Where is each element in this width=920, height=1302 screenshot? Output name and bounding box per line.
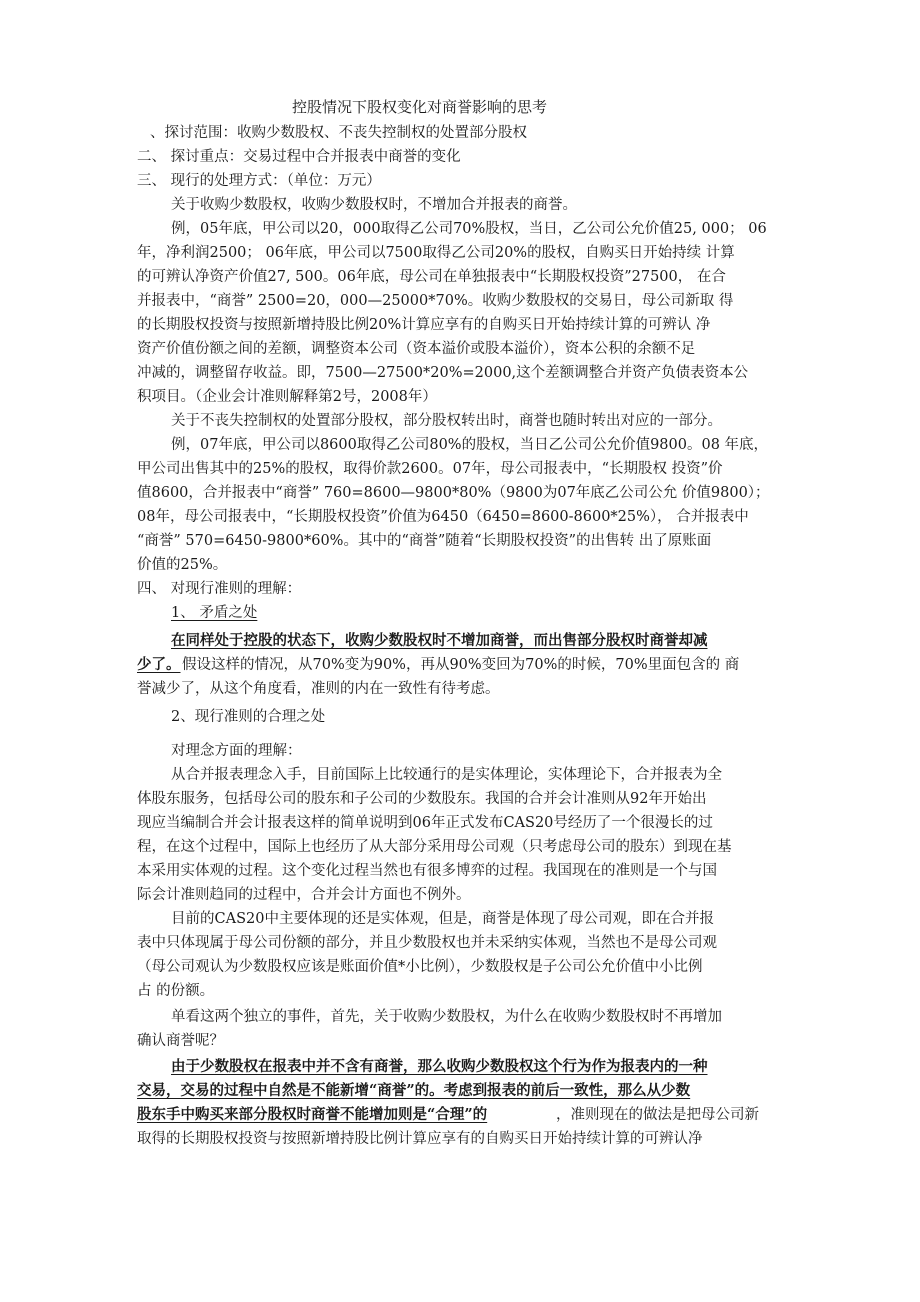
paragraph-line: 年，净利润2500； 06年底，甲公司以7500取得乙公司20%的股权，自购买日开始持续 计算: [137, 245, 735, 261]
paragraph-line: 值8600，合并报表中“商誉” 760=8600—9800*80%（9800为07年底乙公司公允 价值9800）；: [137, 485, 770, 501]
section-1-heading: 、探讨范围：收购少数股权、不丧失控制权的处置部分股权: [150, 125, 527, 141]
emphasis-line: 由于少数股权在报表中并不含有商誉，那么收购少数股权这个行为作为报表内的一种: [171, 1058, 708, 1075]
paragraph-line: 体股东服务，包括母公司的股东和子公司的少数股东。我国的合并会计准则从92年开始出: [137, 791, 707, 807]
document-title: 控股情况下股权变化对商誉影响的思考: [292, 98, 548, 116]
paragraph-line: 表中只体现属于母公司份额的部分，并且少数股权也并未采纳实体观，当然也不是母公司观: [137, 935, 717, 951]
paragraph-line: 本采用实体观的过程。这个变化过程当然也有很多博弈的过程。我国现在的准则是一个与国: [137, 863, 717, 879]
paragraph-line: 假设这样的情况，从70%变为90%，再从90%变回为70%的时候，70%里面包含的 商: [182, 657, 740, 673]
paragraph-line: 单看这两个独立的事件，首先，关于收购少数股权，为什么在收购少数股权时不再增加: [171, 1009, 722, 1025]
paragraph-line: 际会计准则趋同的过程中，合并会计方面也不例外。: [137, 887, 471, 903]
paragraph-line: 的可辨认净资产价值27, 500。06年底，母公司在单独报表中“长期股权投资”27500， 在合: [137, 269, 726, 285]
paragraph-line: 例，07年底，甲公司以8600取得乙公司80%的股权，当日乙公司公允价值9800。08 年底，: [171, 437, 769, 453]
paragraph-line: “商誉” 570=6450-9800*60%。其中的“商誉”随着“长期股权投资”的出售转 出了原账面: [137, 533, 712, 549]
paragraph-line: 关于不丧失控制权的处置部分股权，部分股权转出时，商誉也随时转出对应的一部分。: [171, 413, 722, 429]
paragraph-line: 甲公司出售其中的25%的股权，取得价款2600。07年，母公司报表中，“长期股权 投资”价: [137, 461, 723, 477]
paragraph-line: ，准则现在的做法是把母公司新: [556, 1107, 759, 1123]
paragraph-line: 誉减少了，从这个角度看，准则的内在一致性有待考虑。: [137, 681, 500, 697]
paragraph-line: 资产价值份额之间的差额，调整资本公司（资本溢价或股本溢价），资本公积的余额不足: [137, 341, 696, 357]
section-4-heading: 四、 对现行准则的理解：: [137, 581, 302, 597]
paragraph-line: 程，在这个过程中，国际上也经历了从大部分采用母公司观（只考虑母公司的股东）到现在基: [137, 839, 732, 855]
emphasis-line: 少了。: [137, 656, 181, 673]
paragraph-line: 的长期股权投资与按照新增持股比例20%计算应享有的自购买日开始持续计算的可辨认 净: [137, 317, 711, 333]
paragraph-line: （母公司观认为少数股权应该是账面价值*小比例），少数股权是子公司公允价值中小比例: [137, 959, 703, 975]
subsection-2-heading: 2、现行准则的合理之处: [171, 709, 326, 725]
emphasis-line: 交易，交易的过程中自然是不能新增“商誉”的。考虑到报表的前后一致性，那么从少数: [137, 1082, 691, 1099]
paragraph-line: 对理念方面的理解：: [171, 743, 302, 759]
emphasis-line: 股东手中购买来部分股权时商誉不能增加则是“合理”的: [137, 1106, 488, 1123]
emphasis-line: 在同样处于控股的状态下，收购少数股权时不增加商誉，而出售部分股权时商誉却减: [171, 632, 708, 649]
paragraph-line: 关于收购少数股权，收购少数股权时，不增加合并报表的商誉。: [171, 197, 577, 213]
paragraph-line: 并报表中，“商誉” 2500=20，000—25000*70%。收购少数股权的交易日，母公司新取 得: [137, 293, 734, 309]
paragraph-line: 目前的CAS20中主要体现的还是实体观，但是，商誉是体现了母公司观，即在合并报: [171, 911, 714, 927]
paragraph-line: 占 的份额。: [137, 983, 215, 999]
paragraph-line: 例，05年底，甲公司以20，000取得乙公司70%股权，当日，乙公司公允价值25, 000； 06: [171, 221, 767, 237]
paragraph-line: 确认商誉呢？: [137, 1033, 224, 1049]
paragraph-line: 从合并报表理念入手，目前国际上比较通行的是实体理论，实体理论下，合并报表为全: [171, 767, 722, 783]
subsection-1-heading: 1、 矛盾之处: [171, 605, 258, 621]
section-3-heading: 三、 现行的处理方式：（单位：万元）: [137, 173, 381, 189]
paragraph-line: 积项目。（企业会计准则解释第2号，2008年）: [137, 389, 437, 405]
paragraph-line: 08年，母公司报表中，“长期股权投资”价值为6450（6450=8600-8600*25%）， 合并报表中: [137, 509, 749, 525]
paragraph-line: 取得的长期股权投资与按照新增持股比例计算应享有的自购买日开始持续计算的可辨认净: [137, 1131, 703, 1147]
paragraph-line: 现应当编制合并会计报表这样的简单说明到06年正式发布CAS20号经历了一个很漫长的过: [137, 815, 713, 831]
section-2-heading: 二、 探讨重点：交易过程中合并报表中商誉的变化: [137, 149, 461, 165]
paragraph-line: 价值的25%。: [137, 557, 228, 573]
paragraph-line: 冲减的，调整留存收益。即，7500—27500*20%=2000,这个差额调整合并资产负债表资本公: [137, 365, 749, 381]
